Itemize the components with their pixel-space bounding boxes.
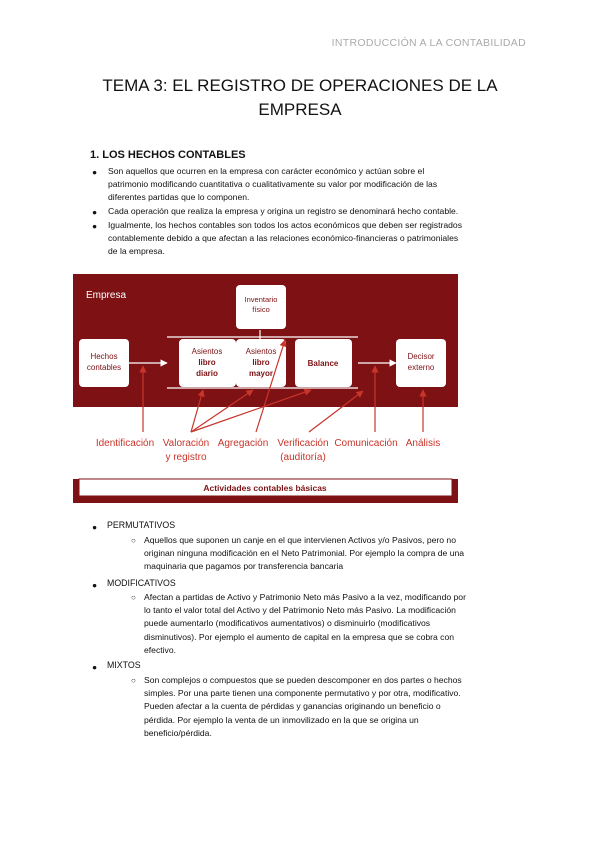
activity-verificacion: (auditoría)	[280, 452, 326, 463]
page-title-line-2: EMPRESA	[258, 100, 342, 119]
activity-analisis: Análisis	[405, 438, 441, 449]
sub-bullet-icon: ○	[131, 536, 136, 545]
balance-label: Balance	[307, 359, 339, 368]
diario-label: libro	[198, 358, 216, 367]
bullet-icon: ●	[92, 221, 98, 231]
sub-bullet-icon: ○	[131, 676, 136, 685]
activity-valoracion: y registro	[165, 452, 207, 463]
page-title-line-1: TEMA 3: EL REGISTRO DE OPERACIONES DE LA	[102, 76, 498, 95]
section-heading: 1. LOS HECHOS CONTABLES	[90, 149, 246, 161]
bullet-icon: ●	[92, 580, 98, 590]
mayor-label: libro	[252, 358, 270, 367]
accounting-process-diagram	[73, 274, 458, 503]
text-line: beneficio/pérdida.	[144, 727, 212, 738]
sub-bullet-icon: ○	[131, 593, 136, 602]
text-line: lo tanto el valor total del Activo y del Patrimonio Neto más Pasivo. La modificación	[144, 605, 456, 616]
text-line: Igualmente, los hechos contables son todos los actos económicos que deben ser registrados	[108, 220, 462, 230]
mayor-label: Asientos	[245, 347, 277, 356]
text-line: simples. Por una parte tienen una componente permutativo y por otra, modificativo.	[144, 688, 461, 699]
bullet-icon: ●	[92, 167, 98, 177]
text-line: maquinaria que pagamos por transferencia bancaria	[144, 561, 344, 572]
text-line: Afectan a partidas de Activo y Patrimonio Neto más Pasivo a la vez, modificando por	[144, 592, 466, 602]
mayor-label: mayor	[248, 369, 274, 378]
bullet-paragraph-2	[108, 205, 515, 218]
text-line: Son aquellos que ocurren en la empresa con carácter económico y actúan sobre el	[108, 166, 425, 176]
diario-label: diario	[196, 369, 218, 378]
activity-valoracion: Valoración	[162, 438, 210, 449]
diagram-footer: Actividades contables básicas	[203, 483, 327, 493]
diario-label: Asientos	[191, 347, 223, 356]
activity-agregacion: Agregación	[217, 438, 269, 449]
text-line: Aquellos que suponen un canje en el que intervienen Activos y/o Pasivos, pero no	[144, 535, 456, 545]
inventory-label: físico	[252, 305, 270, 314]
bullet-icon: ●	[92, 662, 98, 672]
type-mixtos: MIXTOS	[107, 660, 141, 670]
text-line: Cada operación que realiza la empresa y origina un registro se denominará hecho contable.	[108, 206, 459, 216]
text-line: originan ninguna modificación en el Neto Patrimonial. Por ejemplo la compra de una	[144, 548, 465, 559]
type-mixtos-description	[144, 674, 528, 740]
activity-verificacion: Verificación	[277, 438, 329, 449]
running-header: INTRODUCCIÓN A LA CONTABILIDAD	[331, 37, 526, 49]
text-line: Pueden afectar a la cuenta de pérdidas y ganancias originando un beneficio o	[144, 701, 441, 712]
text-line: disminutivos). Por ejemplo el aumento de capital en la empresa que se cobra con	[144, 631, 455, 642]
bullet-icon: ●	[92, 207, 98, 217]
bullet-paragraph-3	[108, 219, 515, 258]
text-line: efectivo.	[144, 644, 177, 655]
type-permutativos: PERMUTATIVOS	[107, 520, 176, 530]
inventory-label: Inventario	[244, 295, 278, 304]
text-line: diferentes partidas que lo componen.	[108, 192, 250, 202]
decisor-label: externo	[407, 363, 435, 372]
frame-label: Empresa	[86, 290, 127, 301]
bullet-icon: ●	[92, 522, 98, 532]
bullet-paragraph-1	[108, 165, 515, 204]
activity-comunicacion: Comunicación	[334, 438, 398, 449]
text-line: de la empresa.	[108, 246, 165, 256]
text-line: contablemente debido a que afectan a las relaciones económico-financieras o patrimoniales	[108, 233, 459, 243]
activity-identificacion: Identificación	[95, 438, 155, 449]
hechos-label: contables	[86, 363, 122, 372]
hechos-label: Hechos	[90, 352, 118, 361]
type-permutativos-description	[144, 534, 528, 574]
text-line: pérdida. Por ejemplo la venta de un inmovilizado en la que se origina un	[144, 714, 419, 725]
text-line: Son complejos o compuestos que se pueden descomponer en dos partes o hechos	[144, 675, 462, 685]
text-line: patrimonio modificando cuantitativa o cualitativamente su valor por modificación de las	[108, 179, 438, 189]
decisor-label: Decisor	[407, 352, 435, 361]
type-modificativos-description	[144, 591, 528, 657]
type-modificativos: MODIFICATIVOS	[107, 578, 176, 588]
page-title	[60, 74, 540, 122]
text-line: puede aumentarlo (modificativos aumentativos) o disminuirlo (modificativos	[144, 618, 431, 629]
